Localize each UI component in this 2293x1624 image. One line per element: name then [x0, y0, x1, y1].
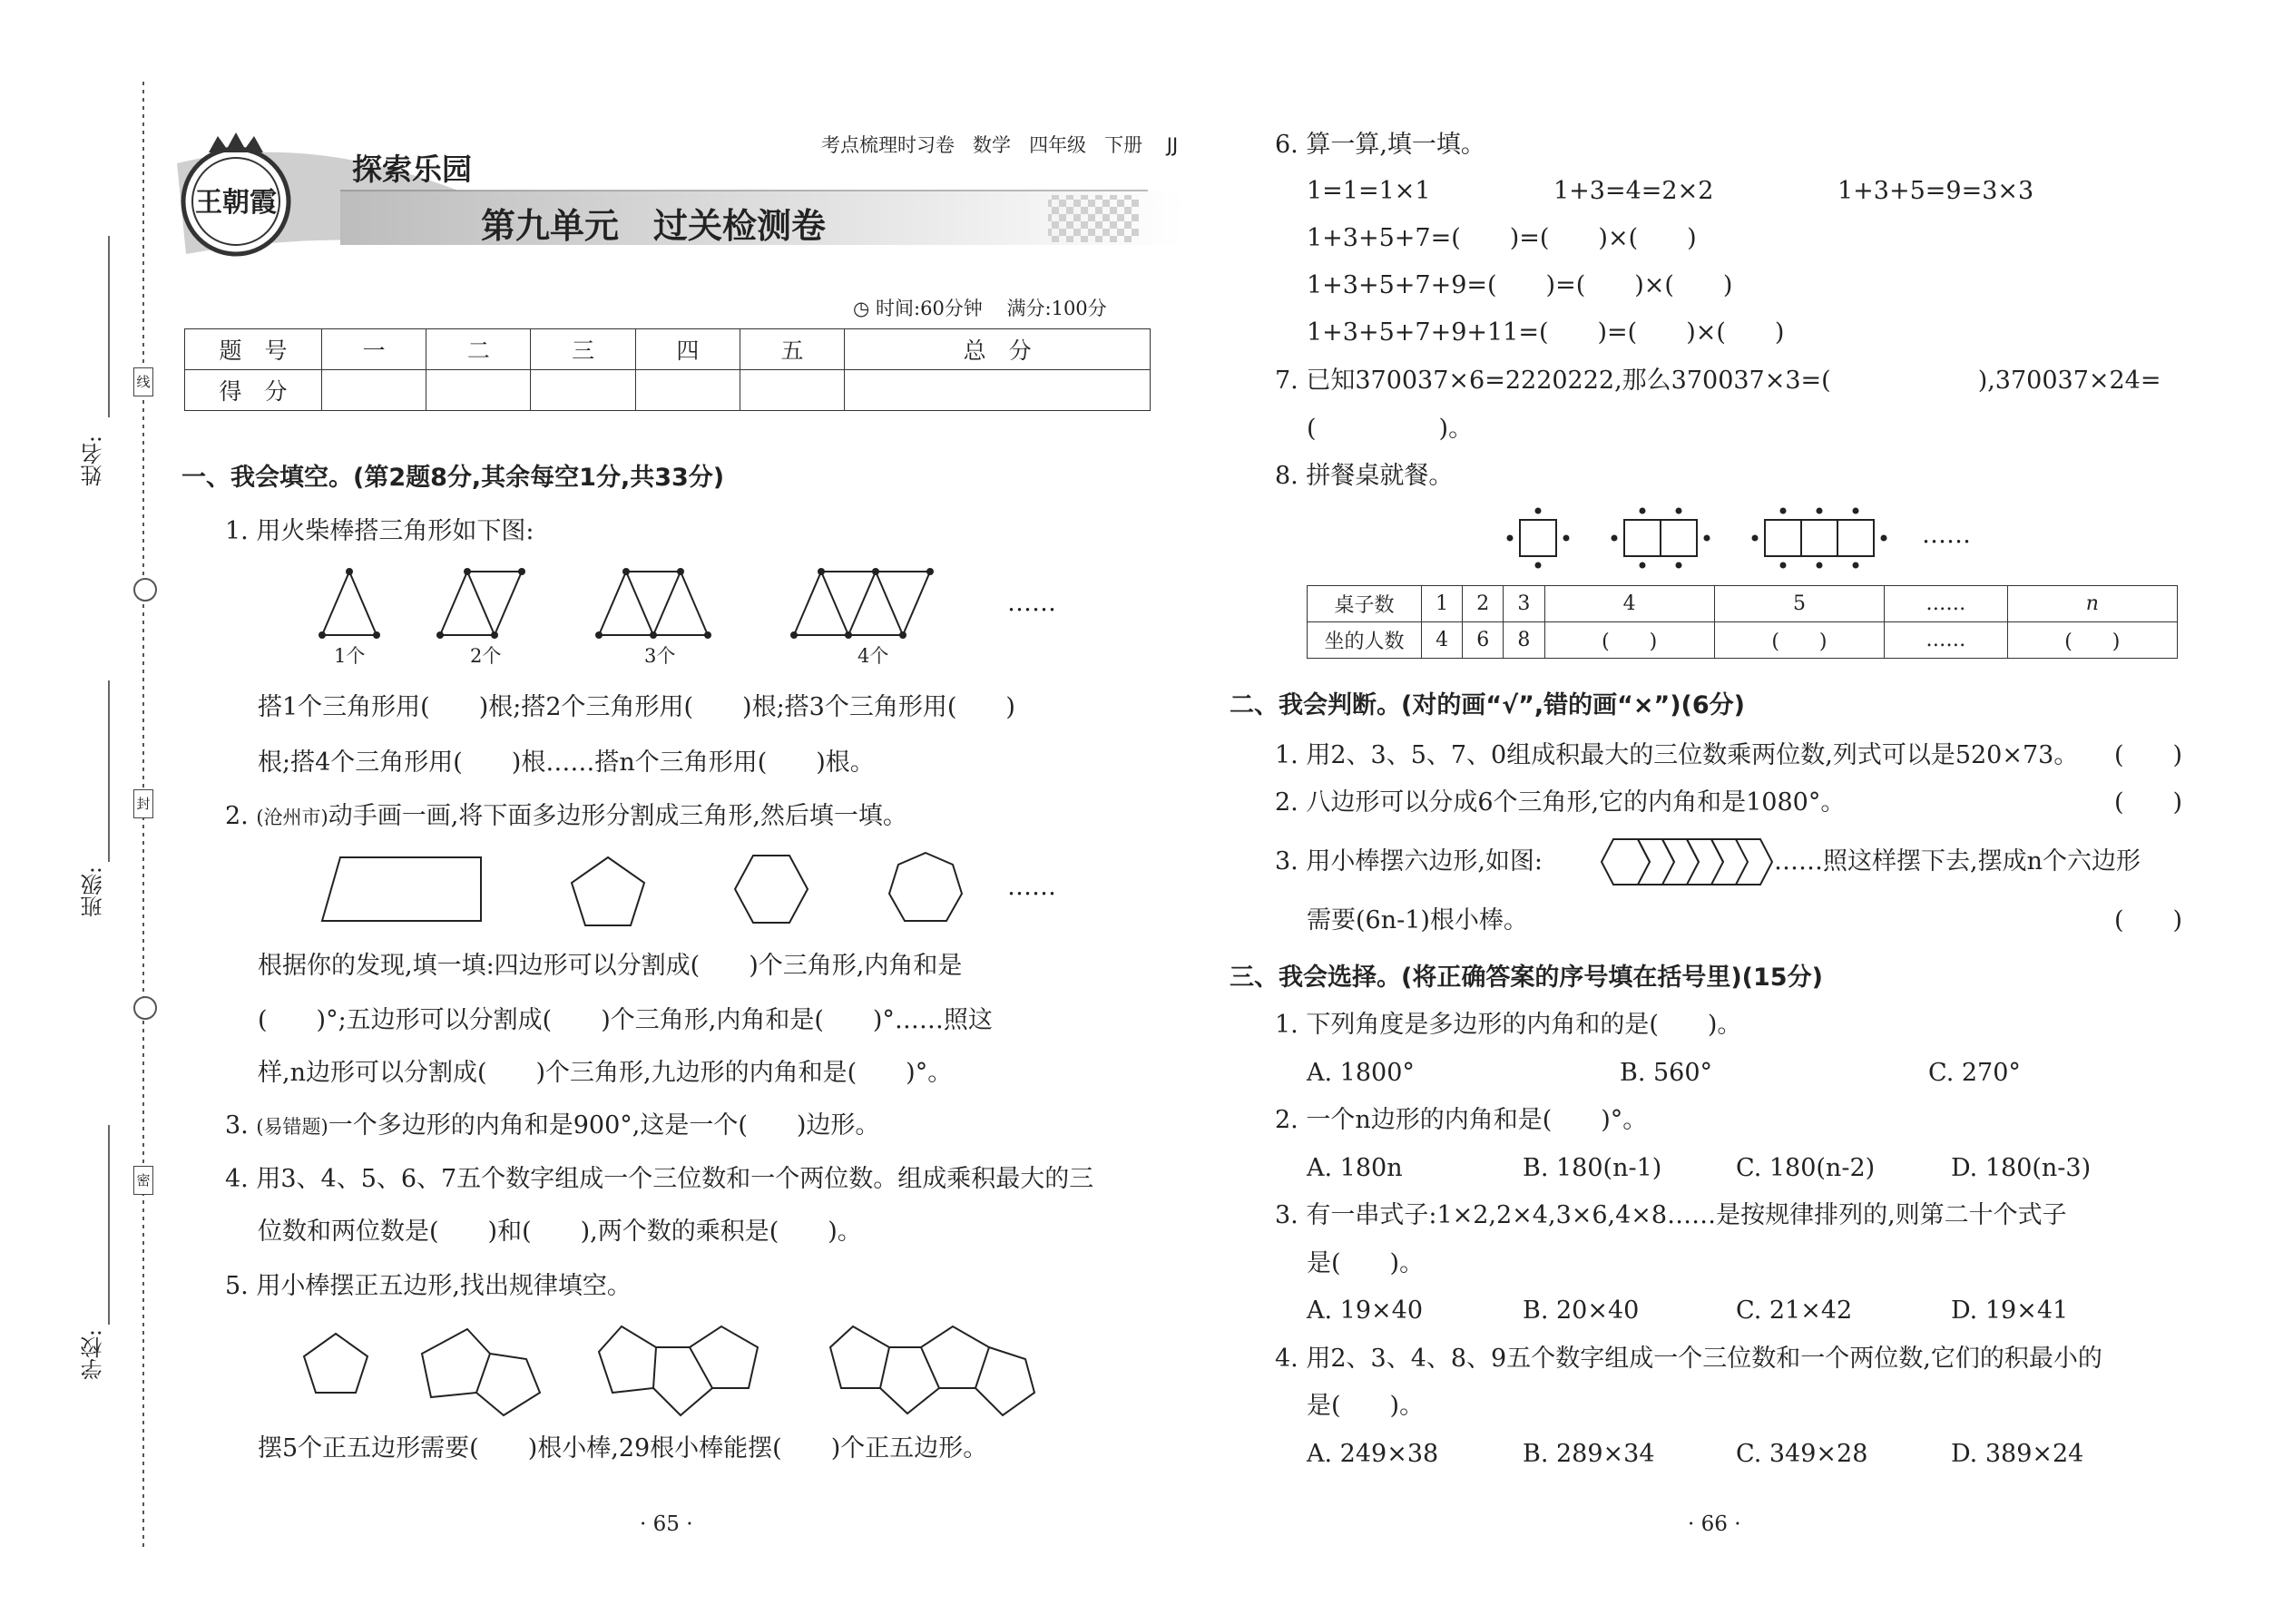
q2-number: 2. — [225, 802, 257, 830]
binding-line — [141, 82, 150, 1624]
score-cell[interactable] — [322, 370, 426, 411]
p3-q4-line2: 是( )。 — [1307, 1392, 1425, 1420]
p3-q3-opt-b[interactable]: B. 20×40 — [1523, 1296, 1640, 1325]
q8-cell: 4 — [1422, 622, 1463, 659]
header-meta — [821, 132, 1178, 159]
p3-q4-opt-d[interactable]: D. 389×24 — [1951, 1440, 2084, 1468]
part3-heading: 三、我会选择。(将正确答案的序号填在括号里)(15分) — [1230, 964, 1823, 992]
q8-answer-cell[interactable]: ( ) — [1714, 622, 1884, 659]
p2-q3-answer[interactable]: ( ) — [2114, 906, 2183, 934]
q3-stem — [225, 1112, 879, 1140]
score-cell[interactable] — [426, 370, 531, 411]
score-header: 三 — [531, 329, 635, 370]
p3-q4-line1: 4. 用2、3、4、8、9五个数字组成一个三位数和一个两位数,它们的积最小的 — [1275, 1345, 2102, 1373]
q5-line: 摆5个正五边形需要( )根小棒,29根小棒能摆( )个正五边形。 — [258, 1434, 988, 1463]
q8-cell: n — [2007, 586, 2177, 622]
q1-label-3: 3个 — [644, 645, 676, 667]
score-header: 一 — [322, 329, 426, 370]
binding-mark-seal: 封 — [133, 789, 153, 818]
school-label: 学校: — [81, 1329, 106, 1381]
q5-stem: 5. 用小棒摆正五边形,找出规律填空。 — [225, 1272, 632, 1300]
p2-q3-end: ……照这样摆下去,摆成n个六边形 — [1774, 847, 2141, 876]
score-cell[interactable] — [845, 370, 1151, 411]
p2-hexagon-chain — [1592, 835, 1774, 889]
p3-q1-stem: 1. 下列角度是多边形的内角和的是( )。 — [1275, 1011, 1742, 1039]
p3-q4-opt-c[interactable]: C. 349×28 — [1736, 1440, 1868, 1468]
q2-ellipsis: …… — [1007, 873, 1056, 901]
binding-hole — [133, 578, 157, 602]
p2-q3-cont: 需要(6n-1)根小棒。 — [1307, 906, 1528, 934]
q1-label-1: 1个 — [334, 645, 366, 667]
q6-eq-3: 1+3+5+7+9=( )=( )×( ) — [1307, 271, 1733, 299]
school-underline — [107, 1125, 111, 1325]
p3-q2-opt-a[interactable]: A. 180n — [1307, 1154, 1403, 1182]
q2-tag: (沧州市) — [256, 807, 328, 828]
p2-q2-answer[interactable]: ( ) — [2114, 788, 2183, 817]
q2-line3: 样,n边形可以分割成( )个三角形,九边形的内角和是( )°。 — [258, 1059, 953, 1087]
q8-answer-cell[interactable]: ( ) — [2007, 622, 2177, 659]
score-header: 四 — [635, 329, 740, 370]
p3-q4-opt-b[interactable]: B. 289×34 — [1523, 1440, 1655, 1468]
q8-row-label: 坐的人数 — [1308, 622, 1422, 659]
score-header: 总 分 — [845, 329, 1151, 370]
score-header: 题 号 — [185, 329, 322, 370]
q8-cell: 1 — [1422, 586, 1463, 622]
p3-q1-opt-b[interactable]: B. 560° — [1620, 1059, 1713, 1087]
q5-pentagons — [299, 1316, 1116, 1424]
q8-cell: …… — [1885, 622, 2008, 659]
q2-stem — [225, 803, 907, 831]
p3-q3-line1: 3. 有一串式子:1×2,2×4,3×6,4×8……是按规律排列的,则第二十个式子 — [1275, 1201, 2067, 1229]
score-table — [184, 328, 1151, 411]
p2-q2: 2. 八边形可以分成6个三角形,它的内角和是1080°。 — [1275, 788, 1846, 817]
q8-cell: 4 — [1544, 586, 1714, 622]
q1-line1: 搭1个三角形用( )根;搭2个三角形用( )根;搭3个三角形用( ) — [258, 693, 1015, 721]
page-title: 第九单元 过关检测卷 — [481, 206, 827, 246]
q3-text: 一个多边形的内角和是900°,这是一个( )边形。 — [328, 1111, 880, 1140]
q8-stem: 8. 拼餐桌就餐。 — [1275, 462, 1454, 490]
grade: 四年级 — [1029, 134, 1087, 156]
part1-heading: 一、我会填空。(第2题8分,其余每空1分,共33分) — [181, 464, 725, 492]
q4-line1: 4. 用3、4、5、6、7五个数字组成一个三位数和一个两位数。组成乘积最大的三 — [225, 1165, 1094, 1193]
p3-q1-opt-a[interactable]: A. 1800° — [1307, 1059, 1415, 1087]
q8-table — [1307, 585, 2178, 659]
q2-line1: 根据你的发现,填一填:四边形可以分割成( )个三角形,内角和是 — [258, 952, 963, 980]
q2-line2: ( )°;五边形可以分割成( )个三角形,内角和是( )°……照这 — [258, 1006, 993, 1034]
p3-q2-opt-b[interactable]: B. 180(n-1) — [1523, 1154, 1662, 1182]
time-limit: 时间:60分钟 — [876, 298, 983, 319]
p3-q3-opt-d[interactable]: D. 19×41 — [1951, 1296, 2069, 1325]
q8-tables-figure — [1506, 504, 1960, 576]
subject: 数学 — [973, 134, 1012, 156]
part2-heading: 二、我会判断。(对的画“√”,错的画“×”)(6分) — [1230, 691, 1746, 719]
q7-line1: 7. 已知370037×6=2220222,那么370037×3=( ),370037×24= — [1275, 367, 2161, 395]
score-row-label: 得 分 — [185, 370, 322, 411]
q8-cell: 6 — [1463, 622, 1504, 659]
volume: 下册 — [1104, 134, 1143, 156]
section-label: 探索乐园 — [352, 152, 472, 187]
p3-q3-opt-a[interactable]: A. 19×40 — [1307, 1296, 1423, 1325]
p3-q4-opt-a[interactable]: A. 249×38 — [1307, 1440, 1439, 1468]
q6-eq-4: 1+3+5+7+9+11=( )=( )×( ) — [1307, 318, 1785, 347]
full-score: 满分:100分 — [1006, 298, 1107, 319]
q3-number: 3. — [225, 1111, 257, 1140]
p2-q1-answer[interactable]: ( ) — [2114, 741, 2183, 769]
q4-line2: 位数和两位数是( )和( ),两个数的乘积是( )。 — [258, 1218, 862, 1246]
name-underline — [107, 236, 111, 417]
q8-cell: 5 — [1714, 586, 1884, 622]
q6-stem: 6. 算一算,填一填。 — [1275, 131, 1485, 159]
score-cell[interactable] — [635, 370, 740, 411]
q7-line2: ( )。 — [1307, 415, 1474, 443]
score-header: 二 — [426, 329, 531, 370]
edition: JJ — [1166, 134, 1179, 156]
time-info — [853, 295, 1107, 322]
q6-eq-1b: 1+3=4=2×2 — [1553, 177, 1714, 205]
class-label: 班级: — [81, 866, 106, 918]
score-header: 五 — [740, 329, 844, 370]
name-label: 姓名: — [81, 435, 106, 487]
p3-q2-stem: 2. 一个n边形的内角和是( )°。 — [1275, 1106, 1648, 1134]
q3-tag: (易错题) — [256, 1116, 328, 1138]
q8-cell: 3 — [1504, 586, 1544, 622]
binding-hole — [133, 996, 157, 1020]
q8-ellipsis: …… — [1922, 521, 1971, 549]
q8-answer-cell[interactable]: ( ) — [1544, 622, 1714, 659]
q8-cell: 2 — [1463, 586, 1504, 622]
q1-stem: 1. 用火柴棒搭三角形如下图: — [225, 517, 534, 545]
clock-icon: ◷ — [853, 298, 870, 319]
q8-row-label: 桌子数 — [1308, 586, 1422, 622]
p2-q1: 1. 用2、3、5、7、0组成积最大的三位数乘两位数,列式可以是520×73。 — [1275, 741, 2079, 769]
p2-q3-start: 3. 用小棒摆六边形,如图: — [1275, 847, 1543, 876]
p3-q2-opt-c[interactable]: C. 180(n-2) — [1736, 1154, 1876, 1182]
p3-q2-opt-d[interactable]: D. 180(n-3) — [1951, 1154, 2092, 1182]
logo-badge — [172, 127, 299, 263]
binding-mark-line: 线 — [133, 367, 153, 396]
series-name: 考点梳理时习卷 — [821, 134, 955, 156]
binding-mark-secret: 密 — [133, 1166, 153, 1195]
q1-label-4: 4个 — [857, 645, 889, 667]
q8-cell: …… — [1885, 586, 2008, 622]
q1-match-triangles — [309, 563, 1125, 662]
class-underline — [107, 680, 111, 862]
q6-eq-1a: 1=1=1×1 — [1307, 177, 1431, 205]
p3-q1-opt-c[interactable]: C. 270° — [1928, 1059, 2021, 1087]
q1-ellipsis: …… — [1007, 589, 1056, 617]
p3-q3-line2: 是( )。 — [1307, 1249, 1425, 1277]
q1-label-2: 2个 — [470, 645, 502, 667]
q6-eq-1c: 1+3+5=9=3×3 — [1837, 177, 2034, 205]
q2-text: 动手画一画,将下面多边形分割成三角形,然后填一填。 — [328, 802, 907, 830]
q8-cell: 8 — [1504, 622, 1544, 659]
page-number-left: · 65 · — [640, 1512, 693, 1536]
logo-text: 王朝霞 — [195, 187, 277, 219]
score-cell[interactable] — [740, 370, 844, 411]
q1-line2: 根;搭4个三角形用( )根……搭n个三角形用( )根。 — [258, 748, 875, 777]
page-number-right: · 66 · — [1688, 1512, 1741, 1536]
score-cell[interactable] — [531, 370, 635, 411]
p3-q3-opt-c[interactable]: C. 21×42 — [1736, 1296, 1853, 1325]
q6-eq-2: 1+3+5+7=( )=( )×( ) — [1307, 224, 1697, 252]
